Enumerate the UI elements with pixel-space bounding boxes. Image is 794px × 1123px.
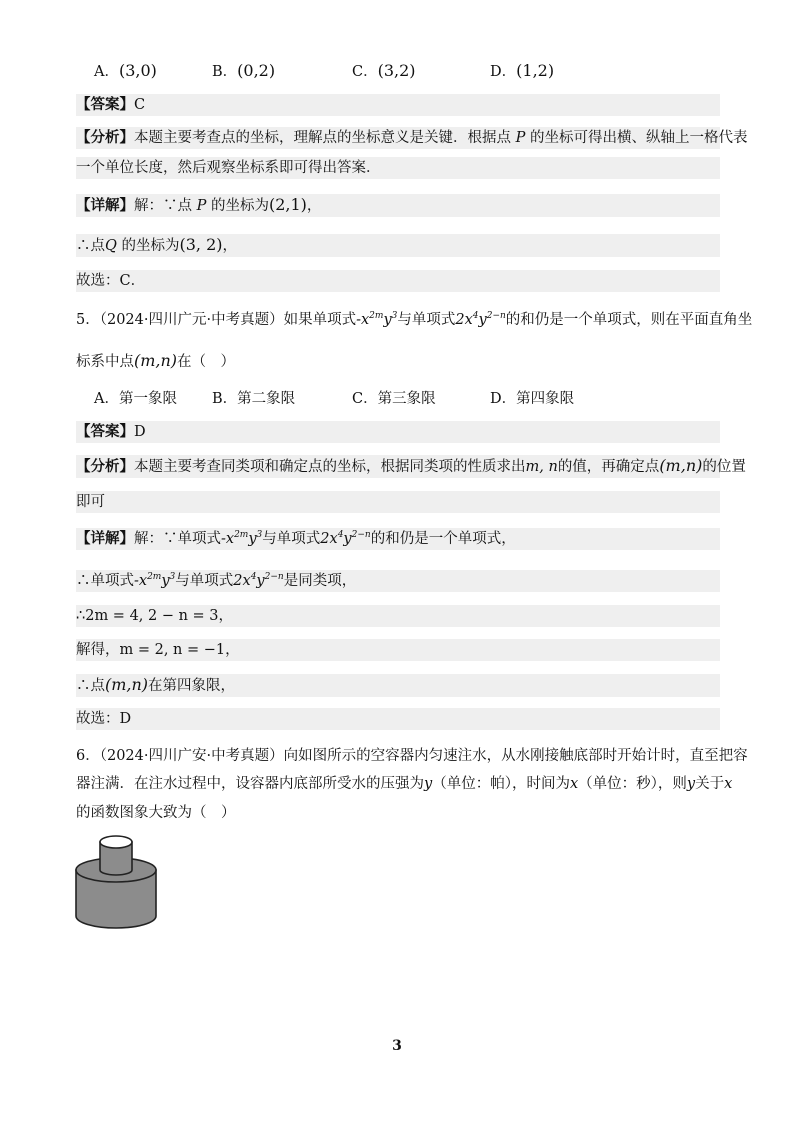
q4-option-c: C．(3,2): [352, 61, 416, 80]
q5-stem-line2: 标系中点(m,n)在（ ）: [76, 351, 236, 370]
page-number: 3: [392, 1038, 402, 1054]
q5-detail-line2: ∴单项式$-x^{2m}y^3$与单项式$2x^4y^{2-n}$是同类项，: [76, 570, 720, 592]
q5-detail-line3: ∴2m = 4, 2 − n = 3，: [76, 605, 720, 627]
q4-detail-line1: 【详解】解：∵点 P 的坐标为(2,1)，: [76, 194, 720, 217]
q4-detail-line2: ∴点Q 的坐标为(3, 2)，: [76, 234, 720, 257]
q6-stem-line3: 的函数图象大致为（ ）: [76, 805, 236, 821]
q4-analysis-line2: 一个单位长度，然后观察坐标系即可得出答案．: [76, 157, 720, 179]
q5-choose: 故选：D: [76, 708, 720, 730]
q5-answer: 【答案】D: [76, 421, 720, 443]
q5-option-b: B．第二象限: [212, 391, 296, 407]
q5-detail-line5: ∴点(m,n)在第四象限，: [76, 674, 720, 697]
q4-choose: 故选：C．: [76, 270, 720, 292]
q5-detail-line1: 【详解】解：∵单项式$-x^{2m}y^3$与单项式$2x^4y^{2-n}$的和仍是一个单项式，: [76, 528, 720, 550]
container-figure: [74, 828, 158, 932]
q4-analysis-line1: 【分析】本题主要考查点的坐标，理解点的坐标意义是关键．根据点 P 的坐标可得出横、纵轴上一格代表: [76, 127, 720, 149]
q4-option-d: D．(1,2): [490, 61, 555, 80]
q4-answer: 【答案】C: [76, 94, 720, 116]
q5-option-d: D．第四象限: [490, 391, 575, 407]
q5-option-c: C．第三象限: [352, 391, 436, 407]
q5-stem-line1: 5．（2024·四川广元·中考真题）如果单项式$-x^{2m}y^3$与单项式$2x^4y^{2-n}$的和仍是一个单项式，则在平面直角坐: [76, 311, 753, 328]
q5-options: [94, 387, 724, 409]
q5-analysis-line1: 【分析】本题主要考查同类项和确定点的坐标，根据同类项的性质求出m, n的值，再确定点(m,n)的位置: [76, 455, 720, 478]
q4-option-b: B．(0,2): [212, 61, 276, 80]
q5-analysis-line2: 即可: [76, 491, 720, 513]
q6-stem-line2: 器注满．在注水过程中，设容器内底部所受水的压强为y（单位：帕），时间为x（单位：秒），则y关于x: [76, 776, 733, 792]
q5-detail-line4: 解得，m = 2, n = −1，: [76, 639, 720, 661]
q5-option-a: A．第一象限: [94, 391, 177, 407]
q4-option-a: A．(3,0): [94, 61, 157, 80]
q6-stem-line1: 6．（2024·四川广安·中考真题）向如图所示的空容器内匀速注水，从水刚接触底部时开始计时，直至把容: [76, 748, 748, 764]
q4-options: [94, 60, 724, 82]
